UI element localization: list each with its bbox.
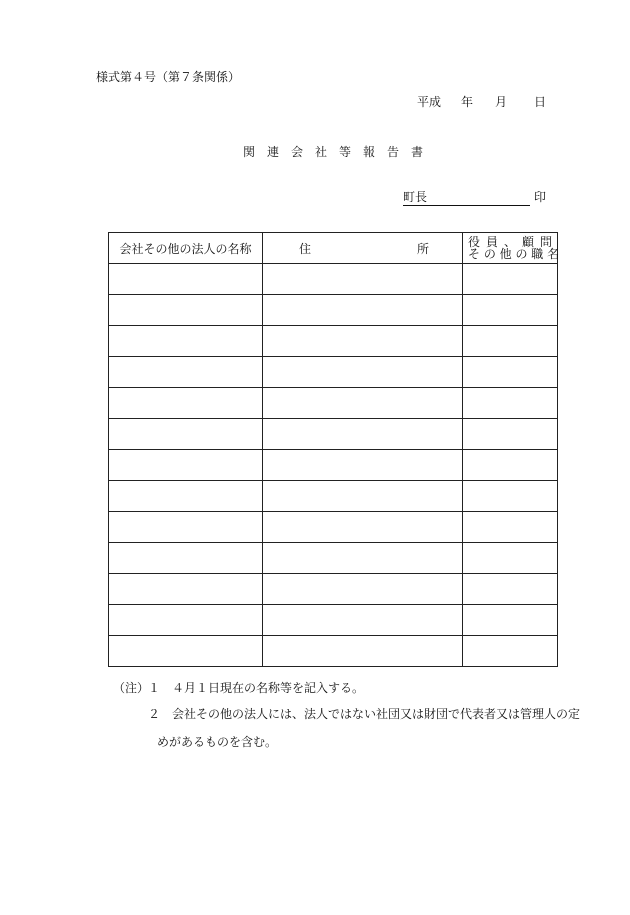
cell-position (463, 357, 558, 388)
cell-company-name (109, 357, 263, 388)
table-row (109, 543, 558, 574)
table-row (109, 605, 558, 636)
cell-address (263, 388, 463, 419)
document-title: 関 連 会 社 等 報 告 書 (243, 145, 424, 159)
table-row (109, 264, 558, 295)
cell-company-name (109, 481, 263, 512)
cell-address (263, 357, 463, 388)
cell-company-name (109, 605, 263, 636)
cell-position (463, 605, 558, 636)
cell-company-name (109, 574, 263, 605)
cell-company-name (109, 636, 263, 667)
header-position-line2: そ の 他 の 職 名 (468, 247, 560, 261)
date-year-label: 年 (461, 95, 474, 109)
cell-address (263, 295, 463, 326)
header-position-line1: 役 員 、 顧 問 (468, 235, 552, 249)
cell-address (263, 419, 463, 450)
cell-position (463, 264, 558, 295)
cell-address (263, 574, 463, 605)
cell-address (263, 512, 463, 543)
cell-address (263, 450, 463, 481)
cell-position (463, 543, 558, 574)
notes-label: （注） (113, 681, 150, 695)
cell-position (463, 574, 558, 605)
cell-address (263, 543, 463, 574)
cell-company-name (109, 326, 263, 357)
header-row (109, 233, 558, 264)
cell-position (463, 512, 558, 543)
cell-company-name (109, 450, 263, 481)
cell-company-name (109, 419, 263, 450)
cell-company-name (109, 295, 263, 326)
table-row (109, 357, 558, 388)
report-table (108, 232, 558, 667)
table-row (109, 512, 558, 543)
date-day-label: 日 (534, 95, 547, 109)
date-era: 平成 (417, 95, 442, 109)
cell-position (463, 326, 558, 357)
table-row (109, 450, 558, 481)
seal-mark: 印 (534, 190, 547, 204)
cell-company-name (109, 388, 263, 419)
cell-position (463, 636, 558, 667)
note-2-text-continued: めがあるものを含む。 (157, 735, 278, 749)
table-row (109, 295, 558, 326)
cell-address (263, 481, 463, 512)
table-row (109, 326, 558, 357)
table-row (109, 481, 558, 512)
date-line (417, 95, 546, 109)
header-company-name: 会社その他の法人の名称 (109, 233, 263, 264)
table-row (109, 636, 558, 667)
header-position (463, 233, 558, 264)
note-1-text: ４月１日現在の名称等を記入する。 (172, 681, 365, 695)
header-address (263, 233, 463, 264)
cell-company-name (109, 264, 263, 295)
table-row (109, 574, 558, 605)
cell-position (463, 388, 558, 419)
cell-address (263, 636, 463, 667)
table-header (109, 233, 558, 264)
cell-position (463, 295, 558, 326)
signature-label: 町長 (403, 190, 530, 206)
signature-line (403, 190, 546, 206)
table-row (109, 419, 558, 450)
cell-address (263, 605, 463, 636)
cell-company-name (109, 512, 263, 543)
cell-address (263, 326, 463, 357)
form-number: 様式第４号（第７条関係） (96, 70, 241, 84)
note-2-number: ２ (148, 707, 161, 721)
note-1-number: １ (148, 681, 161, 695)
cell-address (263, 264, 463, 295)
cell-position (463, 481, 558, 512)
header-address-label: 住 所 (299, 241, 429, 256)
table-body (109, 264, 558, 667)
cell-position (463, 419, 558, 450)
note-2-text: 会社その他の法人には、法人ではない社団又は財団で代表者又は管理人の定 (172, 707, 581, 721)
date-month-label: 月 (495, 95, 508, 109)
table-row (109, 388, 558, 419)
cell-position (463, 450, 558, 481)
cell-company-name (109, 543, 263, 574)
